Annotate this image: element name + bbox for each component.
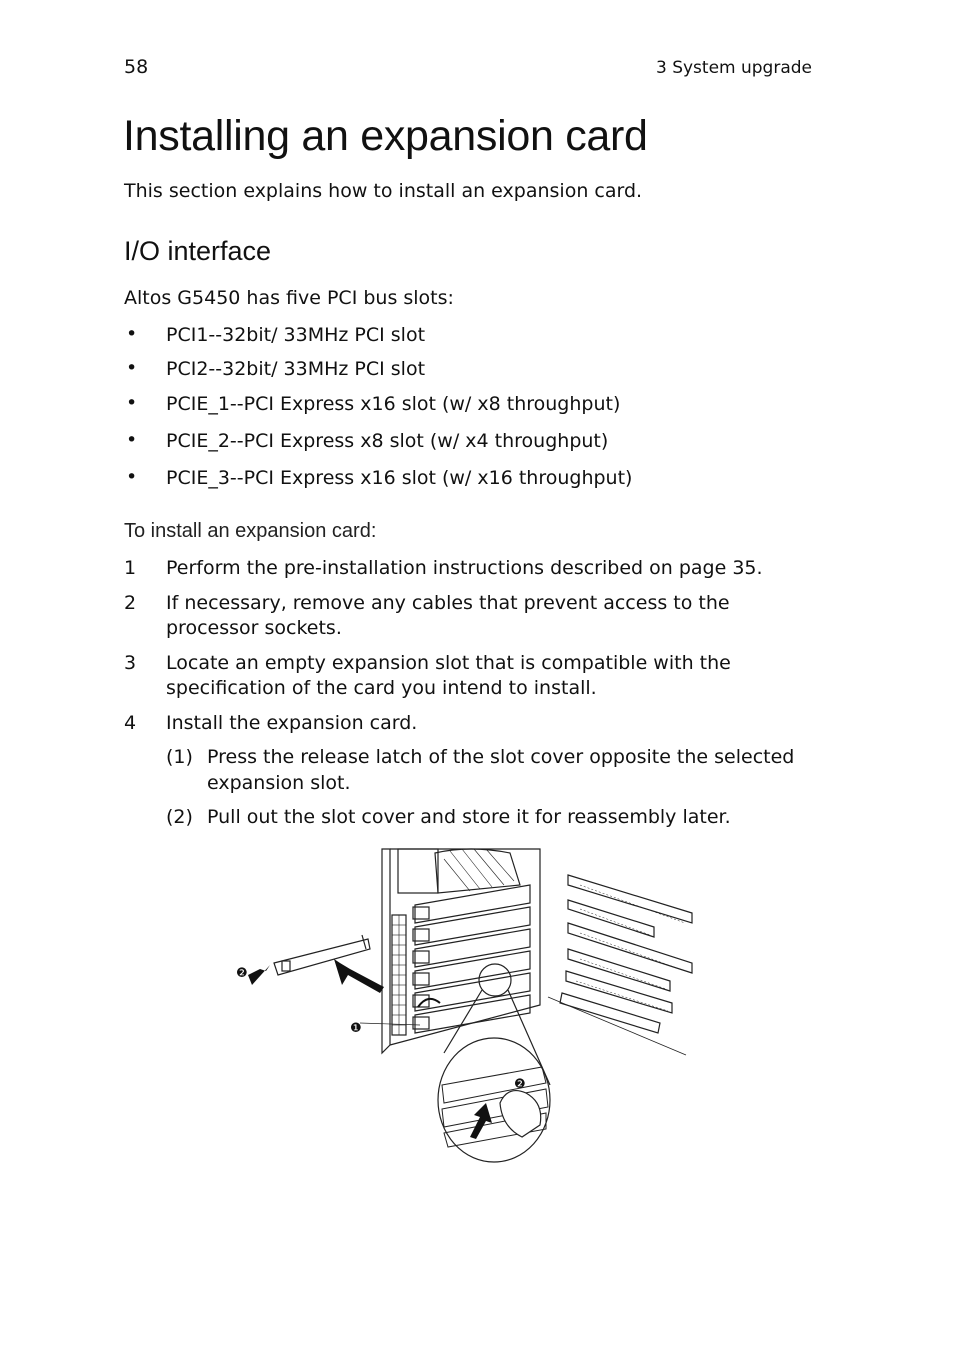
substep-text-continued: expansion slot. — [207, 772, 351, 794]
chapter-title: 3 System upgrade — [655, 58, 812, 78]
list-item: PCI1--32bit/ 33MHz PCI slot — [166, 324, 426, 346]
expansion-card-illustration — [230, 845, 700, 1170]
list-item: PCIE_2--PCI Express x8 slot (w/ x4 throughput) — [166, 430, 609, 452]
expansion-cards — [560, 875, 692, 1033]
zoom-target — [479, 964, 511, 996]
fan — [435, 849, 520, 893]
substep-text: Pull out the slot cover and store it for reassembly later. — [207, 806, 731, 828]
step-text-continued: specification of the card you intend to install. — [166, 677, 597, 699]
intro-text: This section explains how to install an expansion card. — [124, 180, 643, 202]
section-heading: I/O interface — [124, 236, 272, 266]
finger — [500, 1091, 541, 1137]
slot-covers — [413, 885, 530, 1033]
bullet-icon: • — [126, 429, 138, 451]
bullet-icon: • — [126, 357, 138, 379]
step-number: 4 — [124, 712, 137, 734]
callout-1: ❶ — [350, 1021, 362, 1036]
step-number: 2 — [124, 592, 137, 614]
insert-arrow-icon — [334, 959, 384, 993]
board-edge — [548, 997, 686, 1055]
chassis-edge — [382, 849, 390, 1053]
bullet-icon: • — [126, 466, 138, 488]
step-number: 3 — [124, 652, 137, 674]
fan-housing — [398, 849, 438, 893]
list-item: PCIE_3--PCI Express x16 slot (w/ x16 throughput) — [166, 467, 633, 489]
bullet-icon: • — [126, 392, 138, 414]
step-text-continued: processor sockets. — [166, 617, 342, 639]
bullet-icon: • — [126, 323, 138, 345]
list-item: PCI2--32bit/ 33MHz PCI slot — [166, 358, 426, 380]
pull-arrow-icon — [248, 965, 270, 985]
page-number: 58 — [124, 56, 149, 78]
list-item: PCIE_1--PCI Express x16 slot (w/ x8 throughput) — [166, 393, 621, 415]
step-text: Perform the pre-installation instructions described on page 35. — [166, 557, 763, 579]
substep-number: (1) — [166, 746, 193, 768]
step-text: If necessary, remove any cables that prevent access to the — [166, 592, 730, 614]
step-text: Locate an empty expansion slot that is compatible with the — [166, 652, 731, 674]
step-number: 1 — [124, 557, 137, 579]
substep-number: (2) — [166, 806, 193, 828]
removed-slot-cover — [274, 939, 370, 975]
substep-text: Press the release latch of the slot cover opposite the selected — [207, 746, 795, 768]
callout-2-detail: ❷ — [514, 1077, 526, 1092]
page-title: Installing an expansion card — [123, 112, 648, 160]
step-text: Install the expansion card. — [166, 712, 418, 734]
section-lead: Altos G5450 has five PCI bus slots: — [124, 287, 454, 309]
callout-2: ❷ — [236, 966, 248, 981]
procedure-heading: To install an expansion card: — [124, 520, 377, 542]
